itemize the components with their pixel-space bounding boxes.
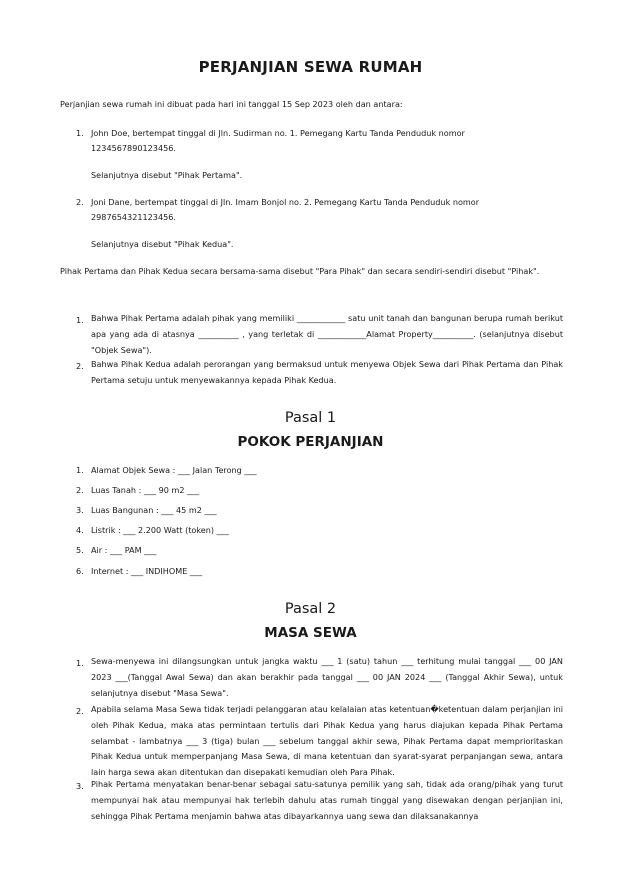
list-item-number: 3. bbox=[76, 781, 84, 791]
party-description: John Doe, bertempat tinggal di Jln. Sudirman no. 1. Pemegang Kartu Tanda Penduduk nomor bbox=[91, 128, 465, 138]
list-item-text: Pihak Pertama menyatakan benar-benar sebagai satu-satunya pemilik yang sah, tidak ada orang/pihak yang turut mempunyai hak atau mempunyai hak terlebih dahulu atas rumah tinggal yang disewakan dengan perjanjian ini, sehingga Pihak Pertama menjamin bahwa atas dibayarkannya uang sewa dan dilaksanakannya bbox=[91, 779, 563, 821]
party-description: Joni Dane, bertempat tinggal di Jln. Imam Bonjol no. 2. Pemegang Kartu Tanda Penduduk nomor bbox=[91, 197, 480, 207]
article-heading: POKOK PERJANJIAN bbox=[237, 434, 384, 450]
recital-number: 2. bbox=[76, 361, 84, 371]
list-item-text: Apabila selama Masa Sewa tidak terjadi pelanggaran atau kelalaian atas ketentuan�ketentuan dalam perjanjian ini oleh Pihak Kedua, maka atas permintaan tertulis dari Pihak Kedua yang harus diajukan kepada Pihak Pertama selambat - lambatnya ___ 3 (tiga) bulan ___ sebelum tanggal akhir sewa, Pihak Pertama dapat memprioritaskan Pihak Kedua untuk memperpanjang Masa Sewa, di mana ketentuan dan syarat-syarat perpanjangan sewa, antara lain harga sewa akan ditentukan dan disepakati kemudian oleh Para Pihak. bbox=[91, 704, 563, 778]
list-item-number: 5. bbox=[76, 545, 84, 555]
list-item-text: Sewa-menyewa ini dilangsungkan untuk jangka waktu ___ 1 (satu) tahun ___ terhitung mulai tanggal ___ 00 JAN 2023 ___(Tanggal Awal Sewa) dan akan berakhir pada tanggal ___ 00 JAN 2024 ___ (Tanggal Akhir Sewa), untuk selanjutnya disebut "Masa Sewa". bbox=[91, 656, 563, 698]
list-item-number: 6. bbox=[76, 566, 84, 576]
recital-text: Bahwa Pihak Pertama adalah pihak yang memiliki ____________ satu unit tanah dan bangunan berupa rumah berikut apa yang ada di atasnya __________ , yang terletak di ____________Alamat Property__________. (selanjutnya disebut "Objek Sewa"). bbox=[91, 313, 563, 355]
party-alias: Selanjutnya disebut "Pihak Kedua". bbox=[91, 239, 234, 249]
list-item-number: 4. bbox=[76, 525, 84, 535]
article-label: Pasal 1 bbox=[284, 410, 337, 426]
list-item-text: Luas Bangunan : ___ 45 m2 ___ bbox=[91, 505, 217, 515]
intro-text: Perjanjian sewa rumah ini dibuat pada hari ini tanggal 15 Sep 2023 oleh dan antara: bbox=[60, 99, 403, 109]
list-item-number: 2. bbox=[76, 706, 84, 716]
recital-number: 1. bbox=[76, 315, 84, 325]
party-number: 2. bbox=[76, 197, 84, 207]
list-item-text: Luas Tanah : ___ 90 m2 ___ bbox=[91, 485, 200, 495]
collective-definition: Pihak Pertama dan Pihak Kedua secara bersama-sama disebut "Para Pihak" dan secara sendiri-sendiri disebut "Pihak". bbox=[60, 266, 540, 276]
party-id-number: 1234567890123456. bbox=[91, 143, 176, 153]
list-item-text: Alamat Objek Sewa : ___ Jalan Terong ___ bbox=[91, 465, 257, 475]
list-item-text: Internet : ___ INDIHOME ___ bbox=[91, 566, 203, 576]
list-item-number: 1. bbox=[76, 658, 84, 668]
party-id-number: 2987654321123456. bbox=[91, 212, 176, 222]
document-title: PERJANJIAN SEWA RUMAH bbox=[198, 58, 423, 76]
list-item-number: 2. bbox=[76, 485, 84, 495]
party-alias: Selanjutnya disebut "Pihak Pertama". bbox=[91, 170, 243, 180]
recital-text: Bahwa Pihak Kedua adalah perorangan yang bermaksud untuk menyewa Objek Sewa dari Pihak Pertama dan Pihak Pertama setuju untuk menyewakannya kepada Pihak Kedua. bbox=[91, 359, 563, 385]
list-item-text: Air : ___ PAM ___ bbox=[91, 545, 157, 555]
list-item-text: Listrik : ___ 2.200 Watt (token) ___ bbox=[91, 525, 229, 535]
list-item-number: 3. bbox=[76, 505, 84, 515]
article-label: Pasal 2 bbox=[284, 601, 337, 617]
article-heading: MASA SEWA bbox=[264, 625, 357, 641]
party-number: 1. bbox=[76, 128, 84, 138]
list-item-number: 1. bbox=[76, 465, 84, 475]
